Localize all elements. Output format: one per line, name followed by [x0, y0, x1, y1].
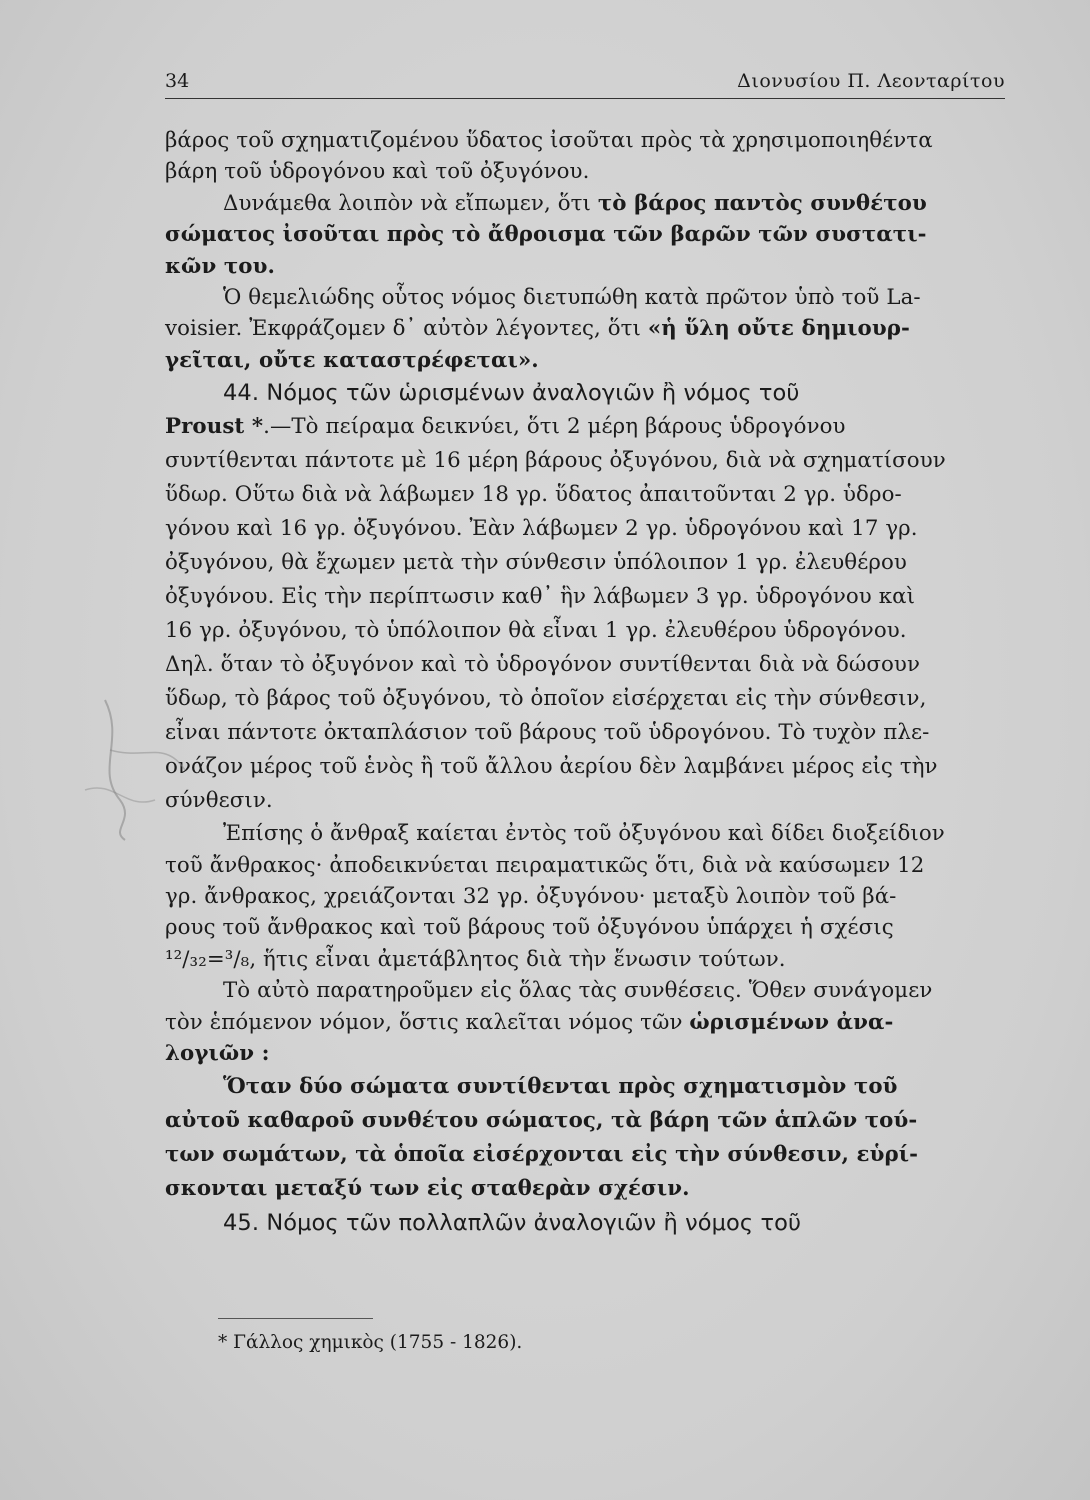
paragraph-same-observation [165, 975, 1005, 1069]
text-line: σύνθεσιν. [165, 788, 273, 814]
text-line: ὕδωρ. Οὕτω διὰ νὰ λάβωμεν 18 γρ. ὕδατος ἀπαιτοῦνται 2 γρ. ὑδρο- [165, 482, 902, 508]
text-line: των σωμάτων, τὰ ὁποῖα εἰσέρχονται εἰς τὴν σύνθεσιν, εὑρί- [165, 1141, 919, 1167]
text-line: εἶναι πάντοτε ὀκταπλάσιον τοῦ βάρους τοῦ ὑδρογόνου. Τὸ τυχὸν πλε- [165, 720, 930, 746]
text-line: βάρη τοῦ ὑδρογόνου καὶ τοῦ ὀξυγόνου. [165, 159, 590, 185]
text-line: αὐτοῦ καθαροῦ συνθέτου σώματος, τὰ βάρη τῶν ἁπλῶν τού- [165, 1107, 918, 1133]
law-statement [165, 1070, 1005, 1206]
emphasis-span: «ἡ ὕλη οὔτε δημιουρ- [647, 316, 910, 342]
text-line: Ἐπίσης ὁ ἄνθραξ καίεται ἐντὸς τοῦ ὀξυγόνου καὶ δίδει διοξείδιον [223, 821, 945, 847]
text-line: συντίθενται πάντοτε μὲ 16 μέρη βάρους ὀξυγόνου, διὰ νὰ σχηματίσουν [165, 448, 946, 474]
text-line: λογιῶν : [165, 1041, 270, 1067]
text-line: γεῖται, οὔτε καταστρέφεται». [165, 347, 539, 373]
emphasis-span: τὸ βάρος παντὸς συνθέτου [597, 190, 927, 216]
text-span: τὸν ἑπόμενον νόμον, ὅστις καλεῖται νόμος τῶν [165, 1009, 690, 1035]
text-line: σκονται μεταξύ των εἰς σταθερὰν σχέσιν. [165, 1175, 690, 1201]
text-line: γόνου καὶ 16 γρ. ὀξυγόνου. Ἐὰν λάβωμεν 2 γρ. ὑδρογόνου καὶ 17 γρ. [165, 516, 918, 542]
text-line: Τὸ αὐτὸ παρατηροῦμεν εἰς ὅλας τὰς συνθέσεις. Ὅθεν συνάγομεν [223, 978, 933, 1004]
body-text [165, 125, 1005, 1240]
text-span: Δυνάμεθα λοιπὸν νὰ εἴπωμεν, ὅτι [223, 190, 598, 216]
text-line: βάρος τοῦ σχηματιζομένου ὕδατος ἰσοῦται πρὸς τὰ χρησιμοποιηθέντα [165, 128, 933, 153]
section-heading: 45. Νόμος τῶν πολλαπλῶν ἀναλογιῶν ἢ νόμος τοῦ [223, 1209, 802, 1236]
emphasis-span: ὡρισμένων ἀνα- [689, 1009, 894, 1035]
text-line [165, 1007, 1005, 1038]
text-line: ¹²/₃₂=³/₈, ἥτις εἶναι ἀμετάβλητος διὰ τὴν ἕνωσιν τούτων. [165, 946, 786, 972]
text-line: σώματος ἰσοῦται πρὸς τὸ ἄθροισμα τῶν βαρῶν τῶν συστατι- [165, 222, 927, 248]
text-line: κῶν του. [165, 253, 275, 279]
text-line [165, 410, 1005, 444]
footnote: * Γάλλος χημικὸς (1755 - 1826). [218, 1332, 523, 1353]
text-line: ὀξυγόνου. Εἰς τὴν περίπτωσιν καθ᾿ ἣν λάβωμεν 3 γρ. ὑδρογόνου καὶ [165, 584, 916, 610]
paragraph-conservation-law [165, 188, 1005, 282]
paragraph-carbon [165, 818, 1005, 975]
page-header [165, 62, 1005, 99]
text-line: ρους τοῦ ἄνθρακος καὶ τοῦ βάρους τοῦ ὀξυγόνου ὑπάρχει ἡ σχέσις [165, 915, 894, 941]
text-line: Ὁ θεμελιώδης οὗτος νόμος διετυπώθη κατὰ πρῶτον ὑπὸ τοῦ La- [223, 285, 921, 311]
text-span: voisier. Ἐκφράζομεν δ᾿ αὐτὸν λέγοντες, ὅτι [165, 316, 648, 342]
text-line [165, 313, 1005, 344]
section-44 [165, 376, 1005, 818]
text-line: γρ. ἄνθρακος, χρειάζονται 32 γρ. ὀξυγόνου· μεταξὺ λοιπὸν τοῦ βά- [165, 884, 897, 910]
paragraph-weight-of-water [165, 125, 1005, 188]
text-line [165, 188, 1005, 219]
section-heading: 44. Νόμος τῶν ὡρισμένων ἀναλογιῶν ἢ νόμος τοῦ [223, 380, 800, 407]
paragraph-lavoisier [165, 282, 1005, 376]
section-45 [165, 1206, 1005, 1240]
text-line: Δηλ. ὅταν τὸ ὀξυγόνον καὶ τὸ ὑδρογόνον συντίθενται διὰ νὰ δώσουν [165, 652, 921, 678]
text-line: τοῦ ἄνθρακος· ἀποδεικνύεται πειραματικῶς ὅτι, διὰ νὰ καύσωμεν 12 [165, 852, 925, 878]
text-line: 16 γρ. ὀξυγόνου, τὸ ὑπόλοιπον θὰ εἶναι 1 γρ. ἐλευθέρου ὑδρογόνου. [165, 618, 907, 644]
footnote-divider [218, 1318, 373, 1319]
page-number: 34 [165, 70, 190, 92]
pencil-annotation [65, 680, 195, 850]
text-line: Ὅταν δύο σώματα συντίθενται πρὸς σχηματισμὸν τοῦ [223, 1073, 898, 1099]
text-line: ονάζον μέρος τοῦ ἑνὸς ἢ τοῦ ἄλλου ἀερίου δὲν λαμβάνει μέρος εἰς τὴν [165, 754, 938, 780]
running-head: Διονυσίου Π. Λεονταρίτου [737, 70, 1005, 92]
proust-label: Proust * [165, 414, 264, 440]
text-line: ὀξυγόνου, θὰ ἔχωμεν μετὰ τὴν σύνθεσιν ὑπόλοιπον 1 γρ. ἐλευθέρου [165, 550, 907, 576]
text-line: ὕδωρ, τὸ βάρος τοῦ ὀξυγόνου, τὸ ὁποῖον εἰσέρχεται εἰς τὴν σύνθεσιν, [165, 686, 927, 712]
text-span: .—Τὸ πείραμα δεικνύει, ὅτι 2 μέρη βάρους ὑδρογόνου [263, 414, 846, 440]
